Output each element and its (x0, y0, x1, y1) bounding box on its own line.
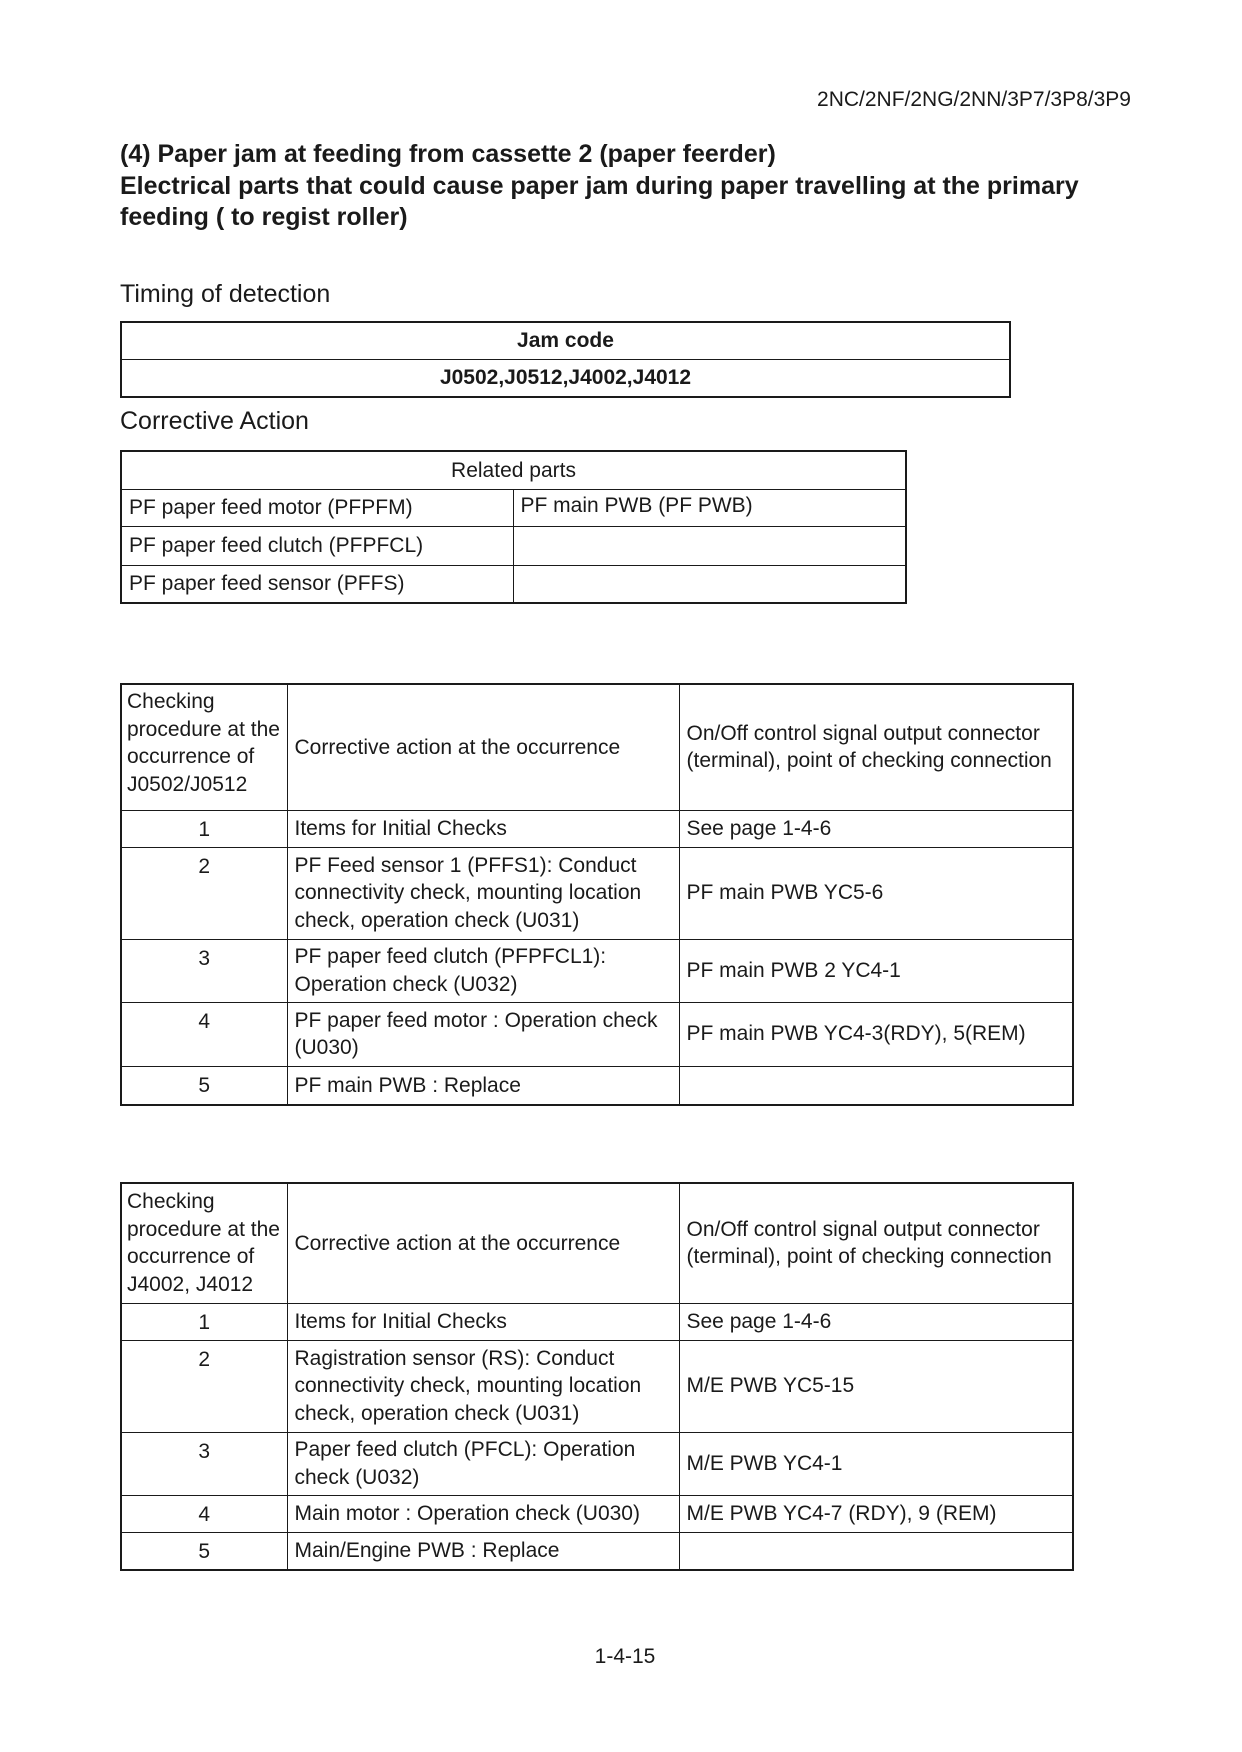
action-cell: Main/Engine PWB : Replace (287, 1532, 679, 1570)
title-line: Electrical parts that could cause paper jam during paper travelling at the primary (120, 171, 1079, 200)
action-cell: Main motor : Operation check (U030) (287, 1495, 679, 1532)
jam-code-table (120, 321, 1011, 398)
table-row (121, 1303, 1073, 1340)
action-cell: Items for Initial Checks (287, 810, 679, 847)
jam-code-value: J0502,J0512,J4002,J4012 (121, 360, 1010, 398)
step-number: 4 (121, 1002, 287, 1066)
model-codes: 2NC/2NF/2NG/2NN/3P7/3P8/3P9 (817, 88, 1131, 111)
action-cell: PF paper feed clutch (PFPFCL1): Operation check (U032) (287, 939, 679, 1002)
procedure-table (120, 683, 1074, 1106)
jam-code-table-body (121, 322, 1010, 397)
related-parts-header: Related parts (121, 451, 906, 489)
connector-cell: M/E PWB YC5-15 (679, 1340, 1073, 1432)
step-number: 1 (121, 810, 287, 847)
table-row (121, 847, 1073, 939)
action-cell: PF paper feed motor : Operation check (U030) (287, 1002, 679, 1066)
table-header-row (121, 1183, 1073, 1303)
action-cell: PF main PWB : Replace (287, 1066, 679, 1105)
connector-header-cell: On/Off control signal output connector (terminal), point of checking connection (679, 684, 1073, 810)
table-row (121, 1002, 1073, 1066)
page-number: 1-4-15 (594, 1645, 656, 1668)
procedure-table-body (121, 1183, 1073, 1570)
step-number: 1 (121, 1303, 287, 1340)
table-row (121, 565, 906, 603)
step-number: 3 (121, 1432, 287, 1495)
table-row (121, 360, 1010, 398)
action-cell: PF Feed sensor 1 (PFFS1): Conduct connectivity check, mounting location check, operation check (U031) (287, 847, 679, 939)
action-header-cell: Corrective action at the occurrence (287, 1183, 679, 1303)
connector-cell: PF main PWB YC5-6 (679, 847, 1073, 939)
action-cell: Paper feed clutch (PFCL): Operation check (U032) (287, 1432, 679, 1495)
step-number: 5 (121, 1532, 287, 1570)
step-number: 2 (121, 1340, 287, 1432)
related-part-cell: PF paper feed sensor (PFFS) (121, 565, 513, 603)
step-number: 2 (121, 847, 287, 939)
connector-cell: M/E PWB YC4-7 (RDY), 9 (REM) (679, 1495, 1073, 1532)
related-part-cell-empty (513, 565, 906, 603)
action-header-cell: Corrective action at the occurrence (287, 684, 679, 810)
jam-code-header: Jam code (121, 322, 1010, 360)
title-line: feeding ( to regist roller) (120, 203, 408, 231)
connector-cell: M/E PWB YC4-1 (679, 1432, 1073, 1495)
related-part-cell: PF main PWB (PF PWB) (513, 489, 906, 526)
procedure-table-body (121, 684, 1073, 1105)
corrective-action-heading: Corrective Action (120, 407, 309, 435)
table-row (121, 451, 906, 489)
table-row (121, 1340, 1073, 1432)
section-title (120, 139, 1079, 234)
table-header-row (121, 684, 1073, 810)
procedure-header-cell: Checking procedure at the occurrence of J4002, J4012 (121, 1183, 287, 1303)
related-part-cell: PF paper feed clutch (PFPFCL) (121, 526, 513, 565)
related-part-cell: PF paper feed motor (PFPFM) (121, 489, 513, 526)
action-cell: Items for Initial Checks (287, 1303, 679, 1340)
connector-cell: See page 1-4-6 (679, 1303, 1073, 1340)
table-row (121, 1432, 1073, 1495)
related-parts-table-body (121, 451, 906, 603)
table-row (121, 322, 1010, 360)
step-number: 4 (121, 1495, 287, 1532)
title-line: (4) Paper jam at feeding from cassette 2 (paper feerder) (120, 140, 776, 168)
table-row (121, 526, 906, 565)
related-part-cell-empty (513, 526, 906, 565)
table-row (121, 489, 906, 526)
connector-header-cell: On/Off control signal output connector (terminal), point of checking connection (679, 1183, 1073, 1303)
procedure-header-cell: Checking procedure at the occurrence of J0502/J0512 (121, 684, 287, 810)
action-cell: Ragistration sensor (RS): Conduct connectivity check, mounting location check, operation check (U031) (287, 1340, 679, 1432)
step-number: 5 (121, 1066, 287, 1105)
connector-cell-empty (679, 1532, 1073, 1570)
table-row (121, 1532, 1073, 1570)
step-number: 3 (121, 939, 287, 1002)
related-parts-table (120, 450, 907, 604)
table-row (121, 1495, 1073, 1532)
connector-cell: PF main PWB YC4-3(RDY), 5(REM) (679, 1002, 1073, 1066)
table-row (121, 939, 1073, 1002)
connector-cell-empty (679, 1066, 1073, 1105)
procedure-table (120, 1182, 1074, 1571)
table-row (121, 1066, 1073, 1105)
timing-heading: Timing of detection (120, 280, 331, 308)
connector-cell: See page 1-4-6 (679, 810, 1073, 847)
table-row (121, 810, 1073, 847)
connector-cell: PF main PWB 2 YC4-1 (679, 939, 1073, 1002)
